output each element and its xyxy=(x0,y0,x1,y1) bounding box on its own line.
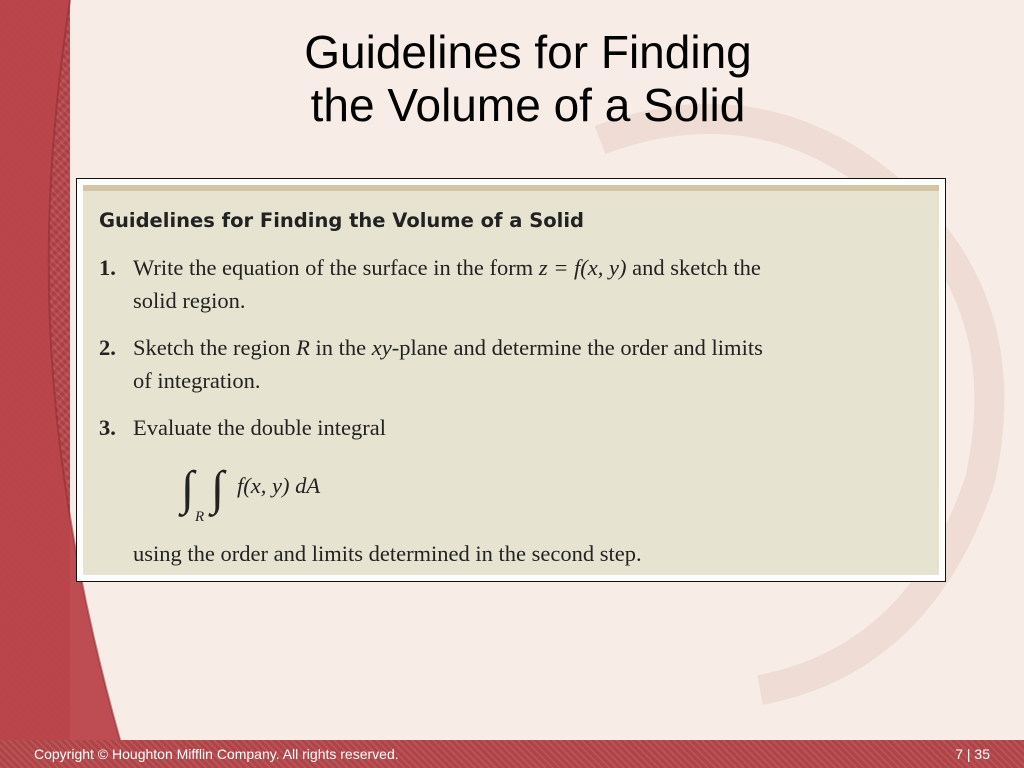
step-1-text xyxy=(133,251,899,317)
step-2-number: 2. xyxy=(99,335,116,360)
step-2-line2: of integration. xyxy=(133,368,261,393)
guidelines-box-panel xyxy=(83,185,939,575)
integral-region: R xyxy=(195,509,205,525)
page-number: 7 | 35 xyxy=(955,746,990,762)
guidelines-box xyxy=(76,178,946,582)
step-1-post: and sketch the xyxy=(626,255,761,280)
title-line-1: Guidelines for Finding xyxy=(304,26,752,78)
guidelines-heading: Guidelines for Finding the Volume of a Solid xyxy=(99,209,584,232)
integral-sign-1: ∫ xyxy=(181,462,195,515)
slide-title xyxy=(200,26,856,132)
step-2 xyxy=(99,331,899,397)
step-1 xyxy=(99,251,899,317)
double-integral xyxy=(181,453,381,533)
step-2-text xyxy=(133,331,899,397)
step-3 xyxy=(99,411,899,444)
step-2-pre: Sketch the region xyxy=(133,335,297,360)
integral-expression: f(x, y) dA xyxy=(237,473,321,498)
step-3-continuation: using the order and limits determined in the second step. xyxy=(133,541,642,566)
step-3-text: Evaluate the double integral xyxy=(133,415,387,440)
step-3-number: 3. xyxy=(99,415,116,440)
step-1-pre: Write the equation of the surface in the form xyxy=(133,255,539,280)
step-1-line2: solid region. xyxy=(133,288,246,313)
footer-bar xyxy=(0,740,1024,768)
title-line-2: the Volume of a Solid xyxy=(310,79,746,131)
step-2-post: -plane and determine the order and limits xyxy=(391,335,763,360)
copyright-text: Copyright © Houghton Mifflin Company. All rights reserved. xyxy=(34,746,399,762)
step-2-mid: in the xyxy=(309,335,372,360)
integral-sign-2: ∫ xyxy=(211,462,225,515)
step-2-var-r: R xyxy=(296,335,310,360)
step-1-number: 1. xyxy=(99,255,116,280)
step-1-math: z = f(x, y) xyxy=(538,255,627,280)
step-2-var-xy: xy xyxy=(371,335,392,360)
